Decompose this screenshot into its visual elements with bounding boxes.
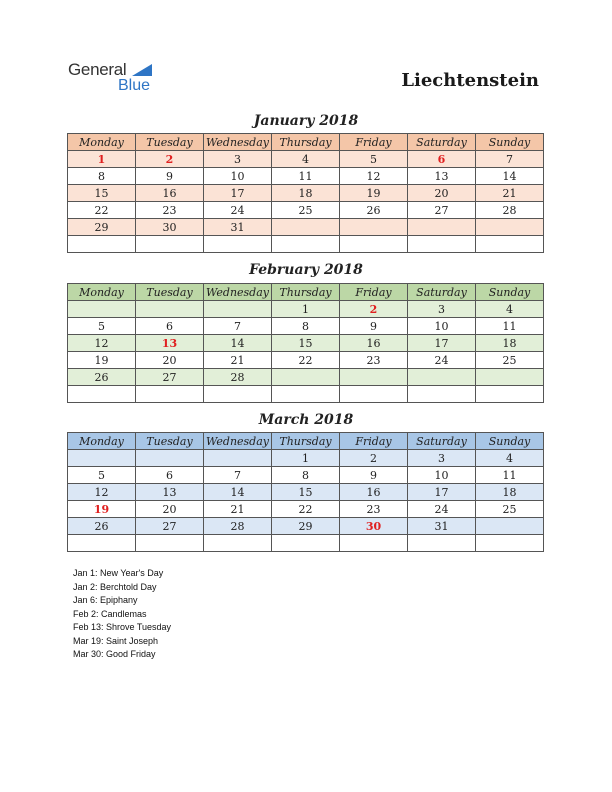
day-cell: 11 [476, 318, 544, 335]
day-cell: 13 [136, 484, 204, 501]
week-row [68, 202, 544, 219]
day-cell: 31 [204, 219, 272, 236]
day-cell [204, 535, 272, 552]
month-title-march: March 2018 [258, 412, 354, 428]
day-cell [204, 386, 272, 403]
holiday-item: Jan 1: New Year's Day [73, 568, 164, 578]
day-cell: 7 [204, 467, 272, 484]
day-cell: 2 [340, 450, 408, 467]
day-cell: 16 [340, 335, 408, 352]
day-cell: 10 [408, 467, 476, 484]
day-cell [204, 236, 272, 253]
weekday-header: Monday [68, 433, 136, 450]
day-cell: 4 [272, 151, 340, 168]
day-cell [340, 219, 408, 236]
day-cell: 25 [476, 501, 544, 518]
day-cell: 5 [68, 467, 136, 484]
day-cell: 23 [340, 501, 408, 518]
day-cell: 8 [272, 318, 340, 335]
day-cell [340, 386, 408, 403]
day-cell: 19 [340, 185, 408, 202]
weekday-header: Friday [340, 433, 408, 450]
day-cell: 9 [340, 467, 408, 484]
week-row [68, 386, 544, 403]
general-blue-logo [68, 60, 168, 96]
day-cell: 5 [68, 318, 136, 335]
day-cell: 16 [136, 185, 204, 202]
day-cell [136, 535, 204, 552]
week-row [68, 450, 544, 467]
day-cell [68, 450, 136, 467]
day-cell [136, 301, 204, 318]
day-cell: 11 [476, 467, 544, 484]
week-row [68, 518, 544, 535]
day-cell: 12 [340, 168, 408, 185]
day-cell: 9 [340, 318, 408, 335]
month-title-february: February 2018 [249, 262, 363, 278]
weekday-header: Sunday [476, 134, 544, 151]
week-row [68, 318, 544, 335]
weekday-header: Tuesday [136, 284, 204, 301]
week-row [68, 369, 544, 386]
week-row [68, 484, 544, 501]
weekday-header: Wednesday [204, 134, 272, 151]
day-cell: 22 [272, 352, 340, 369]
day-cell [476, 369, 544, 386]
day-cell [340, 369, 408, 386]
day-cell [408, 386, 476, 403]
day-cell: 1 [68, 151, 136, 168]
month-title-january: January 2018 [253, 113, 359, 129]
day-cell: 9 [136, 168, 204, 185]
weekday-header: Monday [68, 284, 136, 301]
day-cell [476, 386, 544, 403]
day-cell: 22 [68, 202, 136, 219]
day-cell: 26 [68, 369, 136, 386]
week-row [68, 467, 544, 484]
day-cell [272, 535, 340, 552]
weekday-header: Thursday [272, 134, 340, 151]
day-cell: 22 [272, 501, 340, 518]
weekday-header: Saturday [408, 284, 476, 301]
day-cell [68, 301, 136, 318]
day-cell [408, 535, 476, 552]
day-cell [408, 219, 476, 236]
day-cell: 11 [272, 168, 340, 185]
day-cell: 16 [340, 484, 408, 501]
day-cell: 31 [408, 518, 476, 535]
week-row [68, 185, 544, 202]
day-cell: 28 [476, 202, 544, 219]
day-cell: 18 [476, 484, 544, 501]
logo-flag-icon [132, 64, 152, 76]
weekday-header: Wednesday [204, 284, 272, 301]
day-cell: 3 [408, 450, 476, 467]
day-cell [204, 301, 272, 318]
day-cell: 15 [272, 484, 340, 501]
day-cell: 6 [136, 467, 204, 484]
day-cell: 4 [476, 450, 544, 467]
day-cell: 13 [408, 168, 476, 185]
weekday-header-row [68, 433, 544, 450]
holiday-item: Feb 2: Candlemas [73, 608, 147, 619]
day-cell: 14 [476, 168, 544, 185]
day-cell: 14 [204, 335, 272, 352]
weekday-header: Saturday [408, 134, 476, 151]
day-cell: 19 [68, 501, 136, 518]
day-cell: 28 [204, 369, 272, 386]
day-cell [476, 535, 544, 552]
day-cell: 23 [340, 352, 408, 369]
week-row [68, 335, 544, 352]
day-cell [476, 219, 544, 236]
day-cell [340, 535, 408, 552]
week-row [68, 168, 544, 185]
day-cell: 27 [136, 369, 204, 386]
weekday-header-row [68, 284, 544, 301]
day-cell: 30 [136, 219, 204, 236]
weekday-header: Wednesday [204, 433, 272, 450]
weekday-header: Friday [340, 134, 408, 151]
day-cell: 21 [204, 501, 272, 518]
day-cell: 29 [68, 219, 136, 236]
day-cell: 27 [136, 518, 204, 535]
week-row [68, 236, 544, 253]
day-cell: 5 [340, 151, 408, 168]
calendar-march [67, 432, 544, 552]
holiday-item: Jan 6: Epiphany [73, 595, 138, 605]
day-cell: 4 [476, 301, 544, 318]
logo-word-blue: Blue [118, 77, 151, 94]
day-cell: 12 [68, 335, 136, 352]
day-cell: 15 [272, 335, 340, 352]
day-cell: 13 [136, 335, 204, 352]
day-cell: 8 [272, 467, 340, 484]
day-cell: 1 [272, 301, 340, 318]
day-cell: 17 [204, 185, 272, 202]
day-cell [68, 386, 136, 403]
day-cell: 12 [68, 484, 136, 501]
holiday-item: Jan 2: Berchtold Day [73, 581, 157, 592]
day-cell: 20 [136, 352, 204, 369]
weekday-header: Thursday [272, 433, 340, 450]
day-cell: 3 [408, 301, 476, 318]
day-cell: 17 [408, 484, 476, 501]
day-cell: 21 [204, 352, 272, 369]
country-title: Liechtenstein [401, 70, 539, 91]
day-cell [272, 386, 340, 403]
weekday-header: Tuesday [136, 134, 204, 151]
day-cell [272, 236, 340, 253]
week-row [68, 151, 544, 168]
weekday-header: Monday [68, 134, 136, 151]
day-cell: 17 [408, 335, 476, 352]
holiday-item: Feb 13: Shrove Tuesday [73, 622, 172, 632]
holiday-list [73, 567, 171, 662]
day-cell [68, 236, 136, 253]
logo-word-general: General [68, 60, 127, 79]
day-cell: 30 [340, 518, 408, 535]
day-cell [272, 369, 340, 386]
day-cell [340, 236, 408, 253]
day-cell: 19 [68, 352, 136, 369]
holiday-item: Mar 19: Saint Joseph [73, 635, 159, 646]
weekday-header: Sunday [476, 284, 544, 301]
day-cell [136, 386, 204, 403]
weekday-header: Friday [340, 284, 408, 301]
week-row [68, 501, 544, 518]
day-cell: 24 [204, 202, 272, 219]
day-cell: 18 [272, 185, 340, 202]
day-cell: 27 [408, 202, 476, 219]
day-cell: 2 [340, 301, 408, 318]
day-cell: 6 [408, 151, 476, 168]
day-cell: 8 [68, 168, 136, 185]
day-cell [68, 535, 136, 552]
day-cell: 7 [476, 151, 544, 168]
day-cell: 1 [272, 450, 340, 467]
day-cell: 24 [408, 501, 476, 518]
day-cell [136, 236, 204, 253]
day-cell [476, 518, 544, 535]
week-row [68, 219, 544, 236]
weekday-header: Saturday [408, 433, 476, 450]
weekday-header: Sunday [476, 433, 544, 450]
day-cell: 25 [272, 202, 340, 219]
day-cell: 23 [136, 202, 204, 219]
day-cell: 7 [204, 318, 272, 335]
day-cell [408, 236, 476, 253]
day-cell: 6 [136, 318, 204, 335]
calendar-february [67, 283, 544, 403]
weekday-header: Tuesday [136, 433, 204, 450]
day-cell: 20 [408, 185, 476, 202]
weekday-header: Thursday [272, 284, 340, 301]
weekday-header-row [68, 134, 544, 151]
week-row [68, 352, 544, 369]
day-cell: 24 [408, 352, 476, 369]
day-cell [408, 369, 476, 386]
day-cell: 2 [136, 151, 204, 168]
day-cell: 3 [204, 151, 272, 168]
day-cell [476, 236, 544, 253]
day-cell: 28 [204, 518, 272, 535]
day-cell: 21 [476, 185, 544, 202]
day-cell: 29 [272, 518, 340, 535]
day-cell [136, 450, 204, 467]
day-cell: 18 [476, 335, 544, 352]
week-row [68, 535, 544, 552]
day-cell: 15 [68, 185, 136, 202]
day-cell: 14 [204, 484, 272, 501]
day-cell [272, 219, 340, 236]
day-cell: 25 [476, 352, 544, 369]
calendar-january [67, 133, 544, 253]
day-cell: 10 [408, 318, 476, 335]
day-cell: 26 [340, 202, 408, 219]
holiday-item: Mar 30: Good Friday [73, 649, 156, 659]
day-cell: 10 [204, 168, 272, 185]
day-cell: 26 [68, 518, 136, 535]
week-row [68, 301, 544, 318]
day-cell: 20 [136, 501, 204, 518]
day-cell [204, 450, 272, 467]
